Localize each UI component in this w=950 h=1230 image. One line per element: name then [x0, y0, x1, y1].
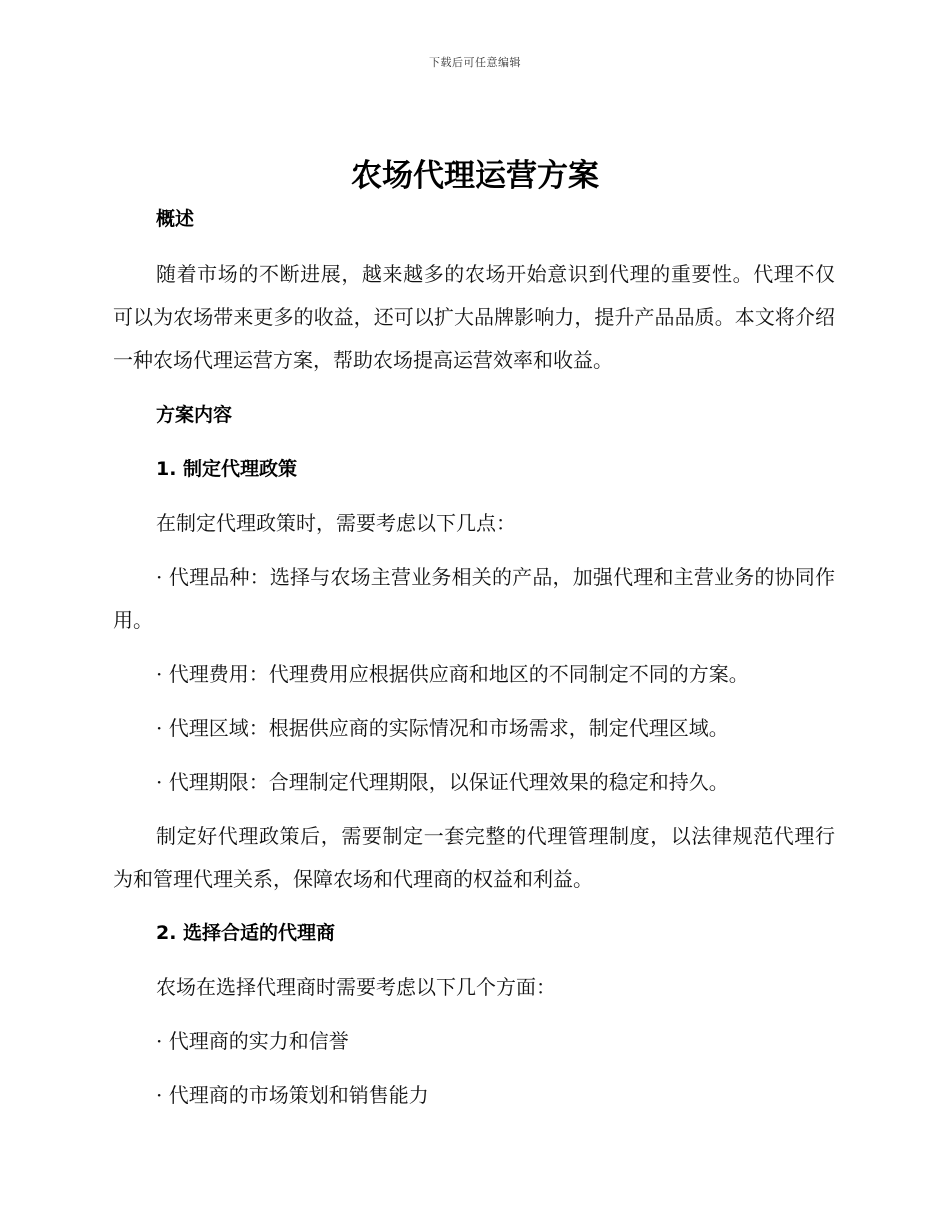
policy-bullet: · 代理费用：代理费用应根据供应商和地区的不同制定不同的方案。: [156, 662, 749, 686]
policy-conclusion: 制定好代理政策后，需要制定一套完整的代理管理制度，以法律规范代理行为和管理代理关系，保障农场和代理商的权益和利益。: [113, 824, 835, 891]
header-note: 下载后可任意编辑: [429, 56, 521, 69]
agent-bullet: · 代理商的市场策划和销售能力: [156, 1083, 429, 1107]
section-heading-content: 方案内容: [156, 404, 233, 426]
policy-intro: 在制定代理政策时，需要考虑以下几点：: [156, 511, 516, 535]
policy-bullet: · 代理期限：合理制定代理期限，以保证代理效果的稳定和持久。: [156, 770, 729, 794]
document-body: [113, 198, 835, 1117]
document-title: 农场代理运营方案: [351, 158, 599, 194]
subsection-heading-policy: 1. 制定代理政策: [156, 458, 298, 480]
section-heading-overview: 概述: [156, 208, 195, 230]
agent-intro: 农场在选择代理商时需要考虑以下几个方面：: [156, 975, 556, 999]
policy-bullet: · 代理品种：选择与农场主营业务相关的产品，加强代理和主营业务的协同作用。: [113, 565, 835, 632]
overview-paragraph: 随着市场的不断进展，越来越多的农场开始意识到代理的重要性。代理不仅可以为农场带来更多的收益，还可以扩大品牌影响力，提升产品品质。本文将介绍一种农场代理运营方案，帮助农场提高运营效率和收益。: [113, 262, 835, 372]
subsection-heading-agent: 2. 选择合适的代理商: [156, 922, 336, 944]
agent-bullet: · 代理商的实力和信誉: [156, 1029, 349, 1053]
policy-bullet: · 代理区域：根据供应商的实际情况和市场需求，制定代理区域。: [156, 716, 729, 740]
